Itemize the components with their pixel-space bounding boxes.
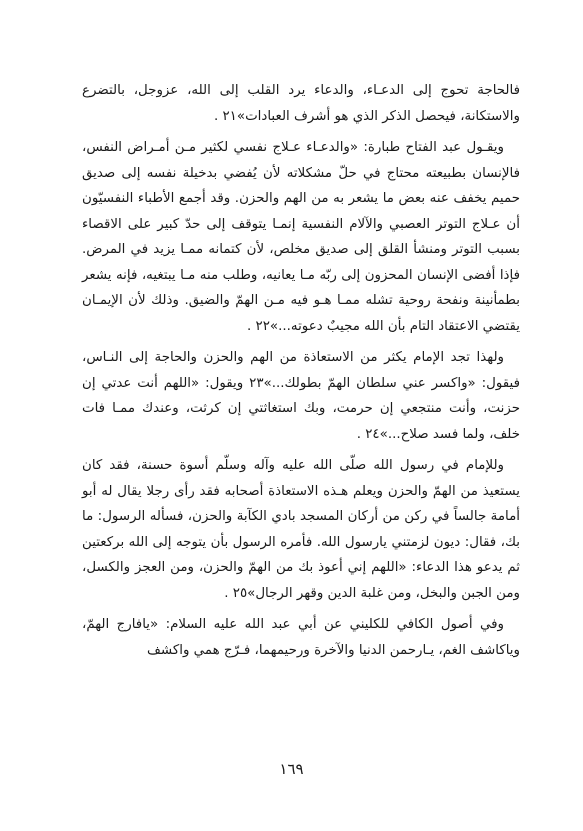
paragraph-3: ولهذا تجد الإمام يكثر من الاستعاذة من الهم والحزن والحاجة إلى النـاس، فيقول: «واكسر عني سلطان الهمّ بطولك...»٢٣ ويقول: «اللهم أنت عدتي إن حزنت، وأنت منتجعي إن حرمت، وبك استغاثتي إن كرثت، وعندك ممـا فات خلف، ولما فسد صلاح...»٢٤ . xyxy=(82,350,520,442)
paragraph-5: وفي أصول الكافي للكليني عن أبي عبد الله عليه السلام: «يافارج الهمّ، وياكاشف الغم، يـارحمن الدنيا والآخرة ورحيمهما، فـرّج همي واكشف xyxy=(82,617,520,658)
paragraph-4: وللإمام في رسول الله صلّى الله عليه وآله وسلّم أسوة حسنة، فقد كان يستعيذ من الهمّ والحزن ويعلم هـذه الاستعاذة أصحابه فقد رأى رجلا يقال له أبو أمامة جالساً في ركن من أركان المسجد بادي الكآبة والحزن، فسأله الرسول: ما بك، فقال: ديون لزمتني يارسول الله. فأمره الرسول بأن يتوجه إلى الله بركعتين ثم يدعو هذا الدعاء: «اللهم إني أعوذ بك من الهمّ والحزن، ومن العجز والكسل، ومن الجبن والبخل، ومن غلبة الدين وقهر الرجال»٢٥ . xyxy=(82,458,520,601)
paragraph-1: فالحاجة تحوج إلى الدعـاء، والدعاء يرد القلب إلى الله، عزوجل، بالتضرع والاستكانة، فيحصل الذكر الذي هو أشرف العبادات»٢١ . xyxy=(82,83,520,124)
body-text xyxy=(82,78,520,663)
paragraph-2: ويقـول عبد الفتاح طبارة: «والدعـاء عـلاج نفسي لكثير مـن أمـراض النفس، فالإنسان بطبيعته محتاج في حلّ مشكلاته لأن يُفضي بدخيلة نفسه إلى صديق حميم يخفف عنه بعض ما يشعر به من الهم والحزن. وقد أجمع الأطباء النفسيّون أن عـلاج التوتر العصبي والآلام النفسية إنمـا يتوقف إلى حدّ كبير على الاقصاء بسبب التوتر ومنشأ القلق إلى صديق مخلص، لأن كتمانه ممـا يزيد في المرض. فإذا أفضى الإنسان المحزون إلى ربّه مـا يعانيه، وطلب منه مـا يبتغيه، فإنه يشعر بطمأنينة ونفحة روحية تشله ممـا هـو فيه مـن الهمّ والضيق. وذلك لأن الإيمـان يقتضي الاعتقاد التام بأن الله مجيبٌ دعوته...»٢٢ . xyxy=(82,140,520,334)
page-number: ١٦٩ xyxy=(279,760,304,778)
